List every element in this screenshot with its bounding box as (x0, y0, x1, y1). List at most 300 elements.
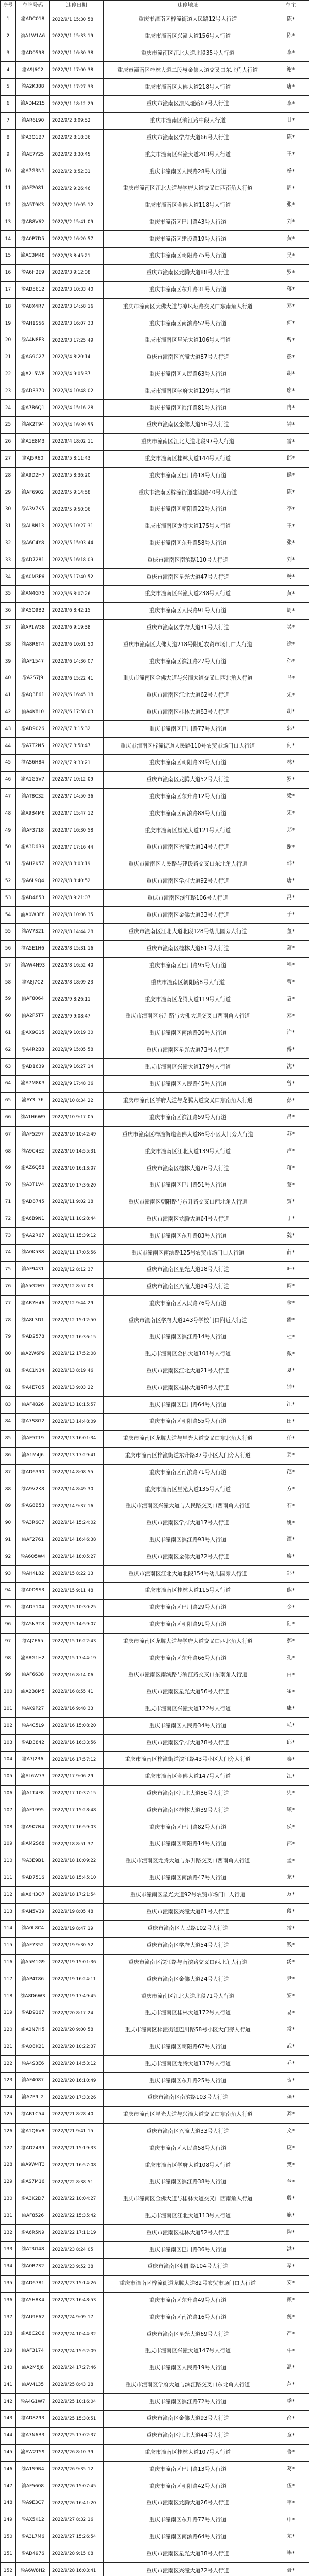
plate-number-cell: 渝AZ6Q58 (16, 1160, 50, 1177)
plate-number-cell: 渝A9D2H7 (16, 467, 50, 484)
row-number-cell: 73 (1, 1228, 16, 1245)
violation-date-cell: 2022/9/3 9:12:08 (50, 264, 104, 281)
violation-date-cell: 2022/9/20 10:22:37 (50, 2039, 104, 2056)
owner-cell: 杨* (272, 163, 309, 180)
table-row (1, 1887, 309, 1904)
owner-cell: 张* (272, 197, 309, 214)
table-row (1, 129, 309, 146)
row-number-cell: 56 (1, 940, 16, 957)
table-row (1, 1718, 309, 1735)
table-row (1, 1245, 309, 1262)
violation-address-cell: 重庆市潼南区南滨路71号人行道 (104, 1464, 272, 1481)
table-row (1, 704, 309, 721)
violation-address-cell: 重庆市潼南区桂林大道98号人行道 (104, 1380, 272, 1397)
row-number-cell: 18 (1, 298, 16, 315)
row-number-cell: 121 (1, 2039, 16, 2056)
row-number-cell: 141 (1, 2377, 16, 2394)
plate-number-cell: 渝AD7281 (16, 552, 50, 569)
row-number-cell: 2 (1, 28, 16, 45)
owner-cell: 何* (272, 315, 309, 332)
violation-address-cell: 重庆市潼南区梓潼街道东升路37号小区大门旁人行道 (104, 1447, 272, 1464)
table-row (1, 2258, 309, 2275)
table-row (1, 1566, 309, 1583)
owner-cell: 孟* (272, 1853, 309, 1870)
plate-number-cell: 渝AD9026 (16, 721, 50, 738)
violation-address-cell: 重庆市潼南区龙腾大道88号人行道 (104, 264, 272, 281)
owner-cell: 武* (272, 2039, 309, 2056)
table-row (1, 2394, 309, 2411)
plate-number-cell: 渝AF4087 (16, 2073, 50, 2090)
owner-cell: 彭* (272, 1093, 309, 1110)
row-number-cell: 3 (1, 45, 16, 62)
violation-date-cell: 2022/9/17 10:37:15 (50, 1785, 104, 1802)
violation-date-cell: 2022/9/3 14:58:16 (50, 298, 104, 315)
owner-cell: 钟* (272, 1380, 309, 1397)
row-number-cell: 145 (1, 2444, 16, 2461)
violation-date-cell: 2022/9/21 16:57:08 (50, 2157, 104, 2174)
row-number-cell: 23 (1, 383, 16, 400)
owner-cell: 尹* (272, 1971, 309, 1988)
owner-cell: 傅* (272, 1042, 309, 1059)
violation-address-cell: 重庆市潼南区江北大道86号人行道 (104, 1785, 272, 1802)
owner-cell: 雷* (272, 1921, 309, 1938)
table-row (1, 1464, 309, 1481)
owner-cell: 蒋* (272, 281, 309, 298)
row-number-cell: 134 (1, 2258, 16, 2275)
violation-date-cell: 2022/9/5 15:03:44 (50, 535, 104, 552)
owner-cell: 俞* (272, 2411, 309, 2428)
owner-cell: 龚* (272, 2106, 309, 2123)
row-number-cell: 147 (1, 2478, 16, 2495)
row-number-cell: 57 (1, 957, 16, 974)
table-row (1, 2495, 309, 2512)
plate-number-cell: 渝AL6W73 (16, 1768, 50, 1785)
violation-date-cell: 2022/9/16 9:48:33 (50, 1701, 104, 1718)
owner-cell: 邱* (272, 1735, 309, 1752)
plate-number-cell: 渝A6H3Q7 (16, 1887, 50, 1904)
violation-address-cell: 重庆市潼南区大佛大道218号附近农贸市场门口人行道 (104, 636, 272, 653)
violation-address-cell: 重庆市潼南区东升路58号人行道 (104, 535, 272, 552)
owner-cell: 兰* (272, 2174, 309, 2191)
row-number-cell: 100 (1, 1684, 16, 1701)
row-number-cell: 10 (1, 163, 16, 180)
plate-number-cell: 渝A2S7J9 (16, 670, 50, 687)
plate-number-cell: 渝A2W6P9 (16, 1346, 50, 1363)
plate-number-cell: 渝AS7M16 (16, 2174, 50, 2191)
plate-number-cell: 渝AV4L35 (16, 2377, 50, 2394)
table-row (1, 1109, 309, 1126)
violation-date-cell: 2022/9/3 10:33:40 (50, 281, 104, 298)
plate-number-cell: 渝AF5608 (16, 2478, 50, 2495)
row-number-cell: 6 (1, 95, 16, 112)
row-number-cell: 50 (1, 839, 16, 856)
row-number-cell: 98 (1, 1650, 16, 1667)
violation-date-cell: 2022/9/27 8:32:16 (50, 2512, 104, 2529)
violation-date-cell: 2022/9/15 10:30:25 (50, 1599, 104, 1616)
row-number-cell: 42 (1, 704, 16, 721)
row-number-cell: 128 (1, 2157, 16, 2174)
row-number-cell: 113 (1, 1904, 16, 1921)
violation-address-cell: 重庆市潼南区龙腾大道119号人行道 (104, 991, 272, 1008)
table-row (1, 1836, 309, 1853)
row-number-cell: 149 (1, 2512, 16, 2529)
owner-cell: 戴* (272, 1346, 309, 1363)
row-number-cell: 31 (1, 518, 16, 535)
table-row (1, 890, 309, 907)
owner-cell: 谢* (272, 62, 309, 79)
table-row (1, 1126, 309, 1143)
table-row (1, 924, 309, 941)
plate-number-cell: 渝A8C2Q6 (16, 2326, 50, 2343)
owner-cell: 崔* (272, 1684, 309, 1701)
violation-address-cell: 重庆市潼南区桂林大道144号人行道 (104, 450, 272, 467)
row-number-cell: 74 (1, 1245, 16, 1262)
violation-address-cell: 重庆市潼南区朝阳路55号人行道 (104, 1414, 272, 1431)
violation-address-cell: 重庆市潼南区巴川路51号人行道 (104, 1177, 272, 1194)
row-number-cell: 58 (1, 974, 16, 991)
owner-cell: 郭* (272, 721, 309, 738)
owner-cell: 刘* (272, 214, 309, 231)
table-row (1, 1853, 309, 1870)
violation-date-cell: 2022/9/26 8:10:39 (50, 2444, 104, 2461)
table-row (1, 518, 309, 535)
table-row (1, 2208, 309, 2225)
violation-address-cell: 重庆市潼南区金佛大道24号人行道 (104, 1971, 272, 1988)
violation-date-cell: 2022/9/15 8:22:13 (50, 1566, 104, 1583)
violation-address-cell: 重庆市潼南区龙腾大道与学府大道交叉口西北角人行道 (104, 1633, 272, 1650)
owner-cell: 翟* (272, 2258, 309, 2275)
table-row (1, 2461, 309, 2478)
violation-address-cell: 重庆市潼南区东升路12号人行道 (104, 788, 272, 805)
row-number-cell: 75 (1, 1261, 16, 1278)
plate-number-cell: 渝A2B8M5 (16, 1684, 50, 1701)
violation-date-cell: 2022/9/2 8:30:45 (50, 146, 104, 163)
violation-date-cell: 2022/9/18 10:09:22 (50, 1853, 104, 1870)
plate-number-cell: 渝AD6390 (16, 1464, 50, 1481)
violation-address-cell: 重庆市潼南区南滨路110号人行道 (104, 552, 272, 569)
violation-address-cell: 重庆市潼南区滨江路106号人行道 (104, 890, 272, 907)
violation-date-cell: 2022/9/3 17:25:49 (50, 332, 104, 349)
violation-address-cell: 重庆市潼南区巴川路64号人行道 (104, 1397, 272, 1414)
plate-number-cell: 渝A4G1W7 (16, 2394, 50, 2411)
owner-cell: 芦* (272, 2377, 309, 2394)
table-row (1, 1819, 309, 1836)
violation-address-cell: 重庆市潼南区兴潼大道147号人行道 (104, 2343, 272, 2360)
plate-number-cell: 渝A2K388 (16, 79, 50, 96)
table-row (1, 1059, 309, 1076)
plate-number-cell: 渝AD9167 (16, 2005, 50, 2022)
table-row (1, 822, 309, 839)
violation-address-cell: 重庆市潼南区朝阳路14号人行道 (104, 1836, 272, 1853)
violation-address-cell: 重庆市潼南区滨江路38号人行道 (104, 2174, 272, 2191)
row-number-cell: 67 (1, 1126, 16, 1143)
violation-address-cell: 重庆市潼南区龙腾大道与星光大道交叉口东北角人行道 (104, 1430, 272, 1447)
violation-address-cell: 重庆市潼南区桂林大道83号人行道 (104, 704, 272, 721)
plate-number-cell: 渝AX9G15 (16, 1025, 50, 1042)
row-number-cell: 96 (1, 1616, 16, 1633)
violation-date-cell: 2022/9/5 8:11:43 (50, 450, 104, 467)
violation-date-cell: 2022/9/1 15:33:19 (50, 28, 104, 45)
owner-cell: 冯* (272, 890, 309, 907)
violation-date-cell: 2022/9/2 9:26:46 (50, 180, 104, 197)
owner-cell: 胡* (272, 366, 309, 383)
owner-cell: 毕* (272, 2546, 309, 2563)
owner-cell: 郝* (272, 1633, 309, 1650)
plate-number-cell: 渝AF8064 (16, 991, 50, 1008)
plate-number-cell: 渝ADC018 (16, 11, 50, 28)
violation-address-cell: 重庆市潼南区桂林大道39号人行道 (104, 1802, 272, 1819)
plate-number-cell: 渝A7T2N5 (16, 738, 50, 755)
plate-number-cell: 渝A3E9B1 (16, 1853, 50, 1870)
row-number-cell: 79 (1, 1329, 16, 1346)
violation-address-cell: 重庆市潼南区星光大道38号人行道 (104, 2546, 272, 2563)
plate-number-cell: 渝AD5104 (16, 1599, 50, 1616)
violation-date-cell: 2022/9/4 9:05:37 (50, 366, 104, 383)
violation-address-cell: 重庆市潼南区星光大道106号人行道 (104, 332, 272, 349)
plate-number-cell: 渝AD3370 (16, 383, 50, 400)
table-row (1, 1515, 309, 1532)
table-row (1, 400, 309, 417)
violation-date-cell: 2022/9/26 9:35:12 (50, 2461, 104, 2478)
violation-address-cell: 重庆市潼南区星光大道73号人行道 (104, 1042, 272, 1059)
table-row (1, 771, 309, 788)
row-number-cell: 143 (1, 2411, 16, 2428)
table-row (1, 2563, 309, 2576)
owner-cell: 万* (272, 1887, 309, 1904)
row-number-cell: 90 (1, 1515, 16, 1532)
row-number-cell: 109 (1, 1836, 16, 1853)
table-row (1, 2191, 309, 2208)
violation-address-cell: 重庆市潼南区东升路77号人行道 (104, 2512, 272, 2529)
violation-address-cell: 重庆市潼南区兴潼大道179号人行道 (104, 1059, 272, 1076)
violation-date-cell: 2022/9/19 16:24:11 (50, 1971, 104, 1988)
row-number-cell: 119 (1, 2005, 16, 2022)
plate-number-cell: 渝AJ7E65 (16, 1633, 50, 1650)
table-row (1, 214, 309, 231)
table-row (1, 2242, 309, 2259)
violation-address-cell: 重庆市潼南区学府大道与龙腾大道交叉口东南角人行道 (104, 1093, 272, 1110)
violation-date-cell: 2022/9/20 16:10:49 (50, 2073, 104, 2090)
row-number-cell: 129 (1, 2174, 16, 2191)
row-number-cell: 48 (1, 805, 16, 822)
table-row (1, 1160, 309, 1177)
table-row (1, 755, 309, 772)
table-row (1, 2039, 309, 2056)
plate-number-cell: 渝A3T1V4 (16, 1177, 50, 1194)
violation-address-cell: 重庆市潼南区兴潼大道87号人行道 (104, 349, 272, 366)
plate-number-cell: 渝AK9P27 (16, 1701, 50, 1718)
row-number-cell: 135 (1, 2275, 16, 2292)
violation-address-cell: 重庆市潼南区金佛大道33号人行道 (104, 907, 272, 924)
plate-number-cell: 渝AU9E62 (16, 2309, 50, 2326)
violation-address-cell: 重庆市潼南区滨江路72号人行道 (104, 2394, 272, 2411)
table-row (1, 940, 309, 957)
row-number-cell: 152 (1, 2563, 16, 2576)
owner-cell: 侯* (272, 1819, 309, 1836)
plate-number-cell: 渝A8J7C2 (16, 974, 50, 991)
row-number-cell: 115 (1, 1937, 16, 1954)
plate-number-cell: 渝A7B6Q1 (16, 400, 50, 417)
violation-date-cell: 2022/9/15 16:22:43 (50, 1633, 104, 1650)
plate-number-cell: 渝AF3718 (16, 822, 50, 839)
owner-cell: 汪* (272, 1397, 309, 1414)
table-row (1, 2377, 309, 2394)
plate-number-cell: 渝A6W8H2 (16, 2563, 50, 2576)
row-number-cell: 148 (1, 2495, 16, 2512)
plate-number-cell: 渝A2L5W8 (16, 366, 50, 383)
owner-cell: 孙* (272, 653, 309, 670)
owner-cell: 罗* (272, 771, 309, 788)
plate-number-cell: 渝AE5T19 (16, 1430, 50, 1447)
owner-cell: 程* (272, 957, 309, 974)
table-row (1, 366, 309, 383)
owner-cell: 杜* (272, 1329, 309, 1346)
row-number-cell: 130 (1, 2191, 16, 2208)
plate-number-cell: 渝A0M3P6 (16, 569, 50, 586)
table-row (1, 79, 309, 96)
plate-number-cell: 渝A5E1H6 (16, 940, 50, 957)
table-row (1, 2478, 309, 2495)
owner-cell: 谭* (272, 1532, 309, 1549)
violation-date-cell: 2022/9/10 8:34:22 (50, 1093, 104, 1110)
owner-cell: 叶* (272, 1261, 309, 1278)
owner-cell: 江* (272, 1768, 309, 1785)
owner-cell: 李* (272, 501, 309, 518)
owner-cell: 徐* (272, 636, 309, 653)
violation-date-cell: 2022/9/2 8:09:52 (50, 112, 104, 129)
row-number-cell: 51 (1, 856, 16, 873)
violation-date-cell: 2022/9/6 9:19:38 (50, 619, 104, 636)
row-number-cell: 25 (1, 417, 16, 434)
violation-date-cell: 2022/9/4 10:48:02 (50, 383, 104, 400)
violation-date-cell: 2022/9/9 10:19:30 (50, 1025, 104, 1042)
table-row (1, 2225, 309, 2242)
row-number-cell: 72 (1, 1211, 16, 1228)
violation-date-cell: 2022/9/27 15:26:54 (50, 2529, 104, 2546)
row-number-cell: 13 (1, 214, 16, 231)
table-row (1, 2343, 309, 2360)
table-row (1, 974, 309, 991)
owner-cell: 于* (272, 907, 309, 924)
row-number-cell: 118 (1, 1988, 16, 2005)
violation-date-cell: 2022/9/13 10:15:57 (50, 1397, 104, 1414)
violation-date-cell: 2022/9/16 8:14:06 (50, 1667, 104, 1684)
table-row (1, 349, 309, 366)
violation-address-cell: 重庆市潼南区学府大道54号人行道 (104, 1937, 272, 1954)
plate-number-cell: 渝AK2T94 (16, 417, 50, 434)
owner-cell: 邓* (272, 1008, 309, 1025)
row-number-cell: 61 (1, 1025, 16, 1042)
row-number-cell: 68 (1, 1143, 16, 1160)
violation-address-cell: 重庆市潼南区朝阳路22号人行道 (104, 501, 272, 518)
violation-date-cell: 2022/9/9 9:08:47 (50, 1008, 104, 1025)
table-row (1, 264, 309, 281)
violation-address-cell: 重庆市潼南区朝阳路与东升路交叉口西北角人行道 (104, 1194, 272, 1211)
violation-address-cell: 重庆市潼南区巴川路29号人行道 (104, 1599, 272, 1616)
owner-cell: 任* (272, 1430, 309, 1447)
row-number-cell: 142 (1, 2394, 16, 2411)
owner-cell: 马* (272, 670, 309, 687)
owner-cell: 郑* (272, 822, 309, 839)
plate-number-cell: 渝AC1N34 (16, 1363, 50, 1380)
owner-cell: 蔡* (272, 1177, 309, 1194)
table-row (1, 1447, 309, 1464)
owner-cell: 庞* (272, 2140, 309, 2157)
row-number-cell: 120 (1, 2022, 16, 2039)
table-row (1, 670, 309, 687)
plate-number-cell: 渝AS6H84 (16, 755, 50, 772)
violation-address-cell: 重庆市潼南区兴潼大道与人民路交叉口西南角人行道 (104, 1498, 272, 1515)
table-row (1, 383, 309, 400)
table-row (1, 2157, 309, 2174)
violation-date-cell: 2022/9/14 8:08:55 (50, 1464, 104, 1481)
violation-date-cell: 2022/9/4 16:39:55 (50, 417, 104, 434)
violation-date-cell: 2022/9/8 15:31:16 (50, 940, 104, 957)
owner-cell: 李* (272, 95, 309, 112)
owner-cell: 苏* (272, 1126, 309, 1143)
table-row (1, 873, 309, 890)
table-row (1, 2546, 309, 2563)
violation-address-cell: 重庆市潼南区东升路31号人行道 (104, 281, 272, 298)
row-number-cell: 17 (1, 281, 16, 298)
table-row (1, 1025, 309, 1042)
violation-address-cell: 重庆市潼南区建设路19号人行道 (104, 231, 272, 248)
violation-date-cell: 2022/9/13 16:01:34 (50, 1430, 104, 1447)
table-row (1, 2427, 309, 2444)
table-row (1, 1346, 309, 1363)
owner-cell: 文* (272, 2123, 309, 2140)
owner-cell: 刘* (272, 552, 309, 569)
plate-number-cell: 渝A9K7N4 (16, 1819, 50, 1836)
plate-number-cell: 渝A3V7K5 (16, 501, 50, 518)
row-number-cell: 66 (1, 1109, 16, 1126)
owner-cell: 萧* (272, 940, 309, 957)
owner-cell: 曾* (272, 1076, 309, 1093)
table-row (1, 2174, 309, 2191)
plate-number-cell: 渝A5M1G9 (16, 1954, 50, 1971)
owner-cell: 常* (272, 2022, 309, 2039)
plate-number-cell: 渝AD2578 (16, 1329, 50, 1346)
row-number-cell: 89 (1, 1498, 16, 1515)
violation-address-cell: 重庆市潼南区兴潼大道156号人行道 (104, 28, 272, 45)
row-number-cell: 107 (1, 1802, 16, 1819)
row-number-cell: 88 (1, 1481, 16, 1498)
table-row (1, 991, 309, 1008)
owner-cell: 宋* (272, 805, 309, 822)
plate-number-cell: 渝A4N8F3 (16, 332, 50, 349)
owner-cell: 姜* (272, 1447, 309, 1464)
plate-number-cell: 渝AF2761 (16, 1532, 50, 1549)
owner-cell: 阎* (272, 1278, 309, 1295)
row-number-cell: 87 (1, 1464, 16, 1481)
owner-cell: 康* (272, 1701, 309, 1718)
plate-number-cell: 渝AF1995 (16, 1802, 50, 1819)
table-row (1, 2292, 309, 2309)
owner-cell: 安* (272, 2275, 309, 2292)
owner-cell: 石* (272, 1498, 309, 1515)
violation-date-cell: 2022/9/4 18:02:11 (50, 433, 104, 450)
table-row (1, 1329, 309, 1346)
table-row (1, 2106, 309, 2123)
violation-address-cell: 重庆市潼南区梓潼街道人民路110号农贸市场门口人行道 (104, 738, 272, 755)
violation-address-cell: 重庆市潼南区学府大道31号人行道 (104, 619, 272, 636)
row-number-cell: 16 (1, 264, 16, 281)
plate-number-cell: 渝A7P9L2 (16, 2090, 50, 2107)
row-number-cell: 125 (1, 2106, 16, 2123)
violation-address-cell: 重庆市潼南区兴潼大道203号人行道 (104, 146, 272, 163)
plate-number-cell: 渝AD7516 (16, 1870, 50, 1887)
plate-number-cell: 渝A9E3C7 (16, 2495, 50, 2512)
